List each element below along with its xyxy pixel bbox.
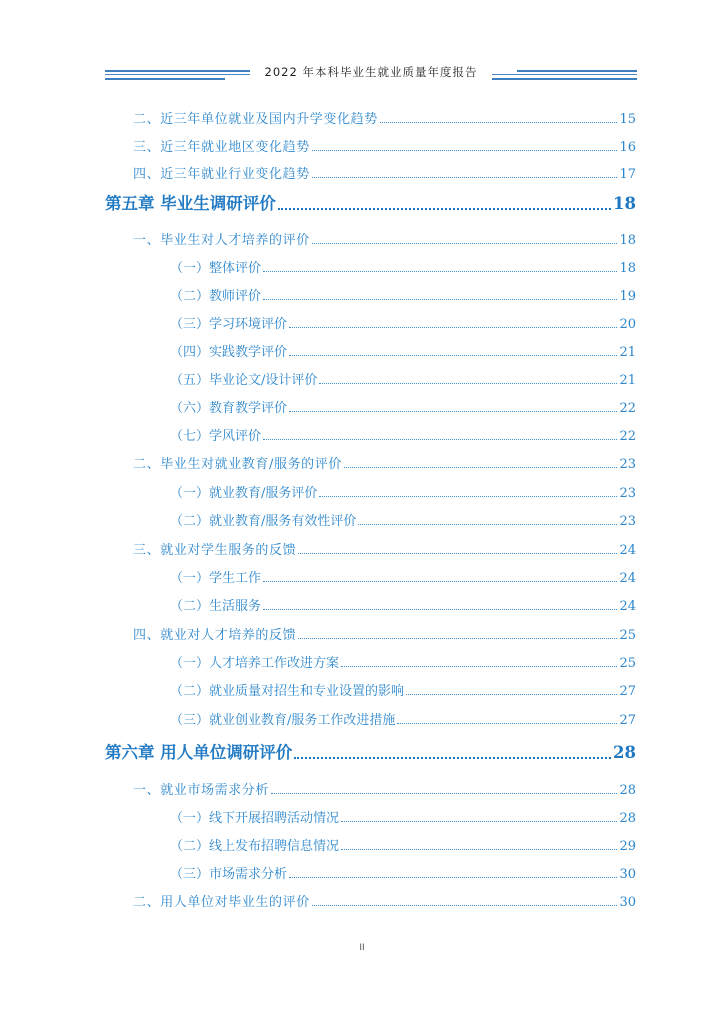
- toc-entry[interactable]: [133, 108, 636, 127]
- dot-leader: [263, 298, 617, 300]
- toc-entry[interactable]: [133, 453, 636, 472]
- dot-leader: [397, 722, 617, 724]
- toc-entry-page: 27: [619, 713, 636, 728]
- toc-entry-label: （一）整体评价: [170, 261, 262, 276]
- toc-entry-label: 四、就业对人才培养的反馈: [133, 628, 297, 643]
- toc-entry-label: 第六章 用人单位调研评价: [105, 743, 293, 762]
- toc-entry[interactable]: [170, 510, 636, 529]
- dot-leader: [289, 876, 617, 878]
- toc-entry-label: 二、近三年单位就业及国内升学变化趋势: [133, 112, 378, 127]
- dot-leader: [294, 756, 611, 759]
- dot-leader: [271, 792, 617, 794]
- dot-leader: [289, 410, 617, 412]
- toc-entry[interactable]: [170, 863, 636, 882]
- toc-entry-page: 15: [619, 112, 636, 127]
- toc-chapter-entry[interactable]: [105, 190, 636, 214]
- toc-entry-page: 21: [619, 345, 636, 360]
- toc-entry[interactable]: [170, 369, 636, 388]
- toc-entry[interactable]: [170, 482, 636, 501]
- toc-entry-label: 二、毕业生对就业教育/服务的评价: [133, 457, 342, 472]
- toc-entry-page: 17: [619, 167, 636, 182]
- toc-entry[interactable]: [133, 891, 636, 910]
- toc-entry[interactable]: [170, 285, 636, 304]
- dot-leader: [319, 495, 617, 497]
- toc-entry-page: 20: [619, 317, 636, 332]
- toc-entry-label: 二、用人单位对毕业生的评价: [133, 895, 310, 910]
- toc-entry[interactable]: [170, 652, 636, 671]
- toc-entry-label: （二）就业质量对招生和专业设置的影响: [170, 684, 405, 699]
- toc-entry-label: （三）就业创业教育/服务工作改进措施: [170, 713, 396, 728]
- toc-entry-page: 24: [619, 571, 636, 586]
- toc-entry[interactable]: [170, 709, 636, 728]
- dot-leader: [312, 176, 618, 178]
- dot-leader: [380, 121, 618, 123]
- dot-leader: [298, 552, 617, 554]
- toc-entry-label: 三、近三年就业地区变化趋势: [133, 140, 310, 155]
- toc-entry-page: 30: [619, 895, 636, 910]
- report-title: 2022 年本科毕业生就业质量年度报告: [264, 65, 478, 79]
- dot-leader: [341, 848, 617, 850]
- dot-leader: [341, 820, 617, 822]
- toc-entry[interactable]: [170, 835, 636, 854]
- toc-entry[interactable]: [133, 229, 636, 248]
- toc-entry-page: 21: [619, 373, 636, 388]
- toc-entry-label: 一、就业市场需求分析: [133, 783, 270, 798]
- dot-leader: [263, 580, 617, 582]
- toc-entry[interactable]: [133, 136, 636, 155]
- dot-leader: [263, 270, 617, 272]
- dot-leader: [406, 693, 617, 695]
- dot-leader: [312, 149, 618, 151]
- toc-entry-page: 25: [619, 628, 636, 643]
- dot-leader: [341, 665, 617, 667]
- toc-entry[interactable]: [170, 257, 636, 276]
- toc-entry-label: 四、近三年就业行业变化趋势: [133, 167, 310, 182]
- toc-entry-label: （一）就业教育/服务评价: [170, 486, 318, 501]
- dot-leader: [289, 354, 617, 356]
- toc-entry[interactable]: [170, 567, 636, 586]
- toc-entry-page: 28: [613, 743, 636, 762]
- dot-leader: [289, 326, 617, 328]
- dot-leader: [263, 608, 617, 610]
- toc-entry[interactable]: [170, 595, 636, 614]
- toc-entry-page: 25: [619, 656, 636, 671]
- toc-entry[interactable]: [170, 425, 636, 444]
- toc-entry-page: 23: [619, 457, 636, 472]
- toc-entry[interactable]: [133, 163, 636, 182]
- toc-entry[interactable]: [133, 539, 636, 558]
- toc-entry-page: 16: [619, 140, 636, 155]
- toc-entry[interactable]: [170, 807, 636, 826]
- dot-leader: [358, 523, 617, 525]
- toc-entry-page: 18: [613, 194, 636, 213]
- toc-entry-page: 18: [619, 261, 636, 276]
- toc-entry-page: 30: [619, 867, 636, 882]
- toc-entry-page: 22: [619, 429, 636, 444]
- dot-leader: [312, 904, 618, 906]
- toc-entry[interactable]: [170, 341, 636, 360]
- toc-entry-label: （六）教育教学评价: [170, 401, 288, 416]
- dot-leader: [319, 382, 617, 384]
- header-rule-right-top: [517, 70, 637, 72]
- toc-entry-page: 29: [619, 839, 636, 854]
- toc-entry-page: 27: [619, 684, 636, 699]
- toc-entry-page: 28: [619, 811, 636, 826]
- toc-chapter-entry[interactable]: [105, 739, 636, 763]
- toc-entry-label: 三、就业对学生服务的反馈: [133, 543, 297, 558]
- toc-entry-label: （四）实践教学评价: [170, 345, 288, 360]
- dot-leader: [278, 207, 611, 210]
- dot-leader: [298, 637, 617, 639]
- toc-entry[interactable]: [170, 680, 636, 699]
- dot-leader: [312, 242, 618, 244]
- toc-entry[interactable]: [170, 313, 636, 332]
- toc-entry-page: 24: [619, 543, 636, 558]
- header-rule-right-short: [492, 78, 637, 80]
- toc-entry-page: 18: [619, 233, 636, 248]
- toc-entry-page: 24: [619, 599, 636, 614]
- toc-entry-label: （二）生活服务: [170, 599, 262, 614]
- toc-entry[interactable]: [133, 624, 636, 643]
- toc-entry-page: 22: [619, 401, 636, 416]
- toc-entry-label: （三）市场需求分析: [170, 867, 288, 882]
- toc-entry-label: （一）人才培养工作改进方案: [170, 656, 340, 671]
- toc-entry-label: 一、毕业生对人才培养的评价: [133, 233, 310, 248]
- toc-entry-label: （一）学生工作: [170, 571, 262, 586]
- toc-entry-label: 第五章 毕业生调研评价: [105, 194, 276, 213]
- toc-entry-page: 23: [619, 486, 636, 501]
- toc-entry-label: （七）学风评价: [170, 429, 262, 444]
- toc-entry-page: 23: [619, 514, 636, 529]
- dot-leader: [263, 438, 617, 440]
- page-header: [105, 62, 637, 88]
- toc-entry-label: （一）线下开展招聘活动情况: [170, 811, 340, 826]
- page-number: II: [359, 943, 365, 953]
- toc-entry-label: （二）线上发布招聘信息情况: [170, 839, 340, 854]
- toc-entry[interactable]: [133, 779, 636, 798]
- toc-entry-label: （五）毕业论文/设计评价: [170, 373, 318, 388]
- toc-entry-page: 28: [619, 783, 636, 798]
- toc-entry-label: （二）教师评价: [170, 289, 262, 304]
- toc-entry[interactable]: [170, 397, 636, 416]
- header-rule-right-bottom: [492, 74, 637, 75]
- toc-entry-label: （三）学习环境评价: [170, 317, 288, 332]
- toc-entry-page: 19: [619, 289, 636, 304]
- dot-leader: [344, 466, 617, 468]
- toc-entry-label: （二）就业教育/服务有效性评价: [170, 514, 357, 529]
